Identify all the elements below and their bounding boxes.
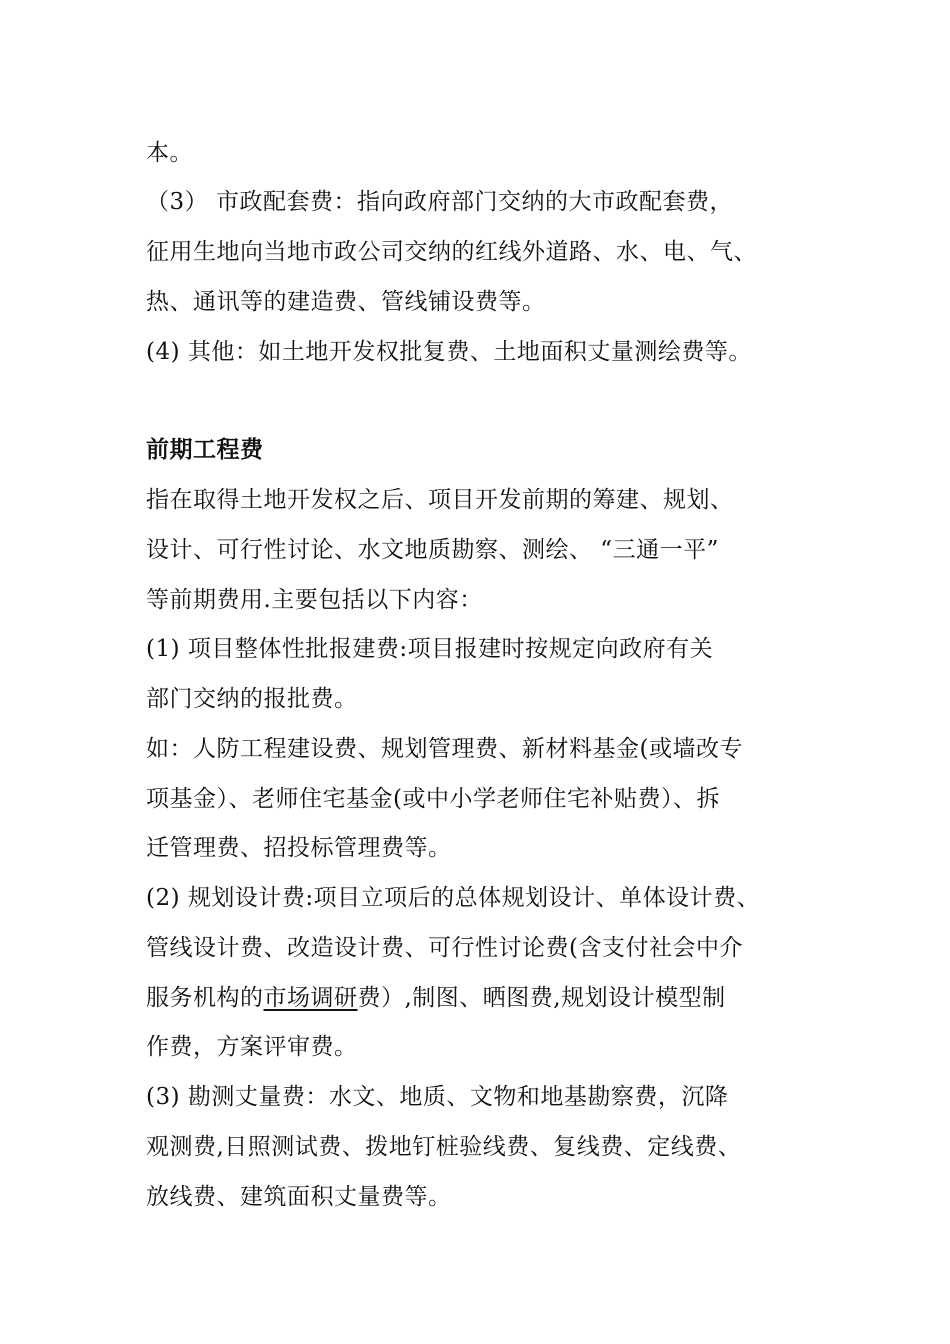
paragraph-line: 观测费,日照测试费、拨地钉桩验线费、复线费、定线费、 xyxy=(146,1134,742,1160)
paragraph-line: 设计、可行性讨论、水文地质勘察、测绘、 “三通一平” xyxy=(146,537,719,563)
paragraph-line: （3） 市政配套费：指向政府部门交纳的大市政配套费， xyxy=(146,189,733,215)
paragraph-line: 如：人防工程建设费、规划管理费、新材料基金(或墙改专 xyxy=(146,736,743,762)
paragraph-line: 征用生地向当地市政公司交纳的红线外道路、水、电、气、 xyxy=(146,239,757,265)
paragraph-line: (2) 规划设计费:项目立项后的总体规划设计、单体设计费、 xyxy=(146,885,761,911)
paragraph-line: (4) 其他：如土地开发权批复费、土地面积丈量测绘费等。 xyxy=(146,339,752,365)
paragraph-line: (1) 项目整体性批报建费:项目报建时按规定向政府有关 xyxy=(146,636,714,662)
paragraph-line: 本。 xyxy=(146,140,193,166)
section-heading: 前期工程费 xyxy=(146,437,264,463)
underlined-term: 市场调研 xyxy=(263,985,358,1011)
text-segment: 服务机构的 xyxy=(146,985,264,1011)
paragraph-line xyxy=(146,982,846,1014)
paragraph-line: 迁管理费、招投标管理费等。 xyxy=(146,835,452,861)
paragraph-line: 热、通讯等的建造费、管线铺设费等。 xyxy=(146,289,546,315)
paragraph-line: 放线费、建筑面积丈量费等。 xyxy=(146,1184,452,1210)
text-segment: 费）,制图、晒图费,规划设计模型制 xyxy=(357,985,726,1011)
paragraph-line: 部门交纳的报批费。 xyxy=(146,686,358,712)
paragraph-line: 作费，方案评审费。 xyxy=(146,1034,358,1060)
paragraph-line: 等前期费用.主要包括以下内容： xyxy=(146,587,483,613)
paragraph-line: 管线设计费、改造设计费、可行性讨论费(含支付社会中介 xyxy=(146,935,743,961)
paragraph-line: 指在取得土地开发权之后、项目开发前期的筹建、规划、 xyxy=(146,487,734,513)
paragraph-line: (3) 勘测丈量费：水文、地质、文物和地基勘察费，沉降 xyxy=(146,1084,729,1110)
paragraph-line: 项基金）、老师住宅基金(或中小学老师住宅补贴费）、拆 xyxy=(146,786,720,812)
